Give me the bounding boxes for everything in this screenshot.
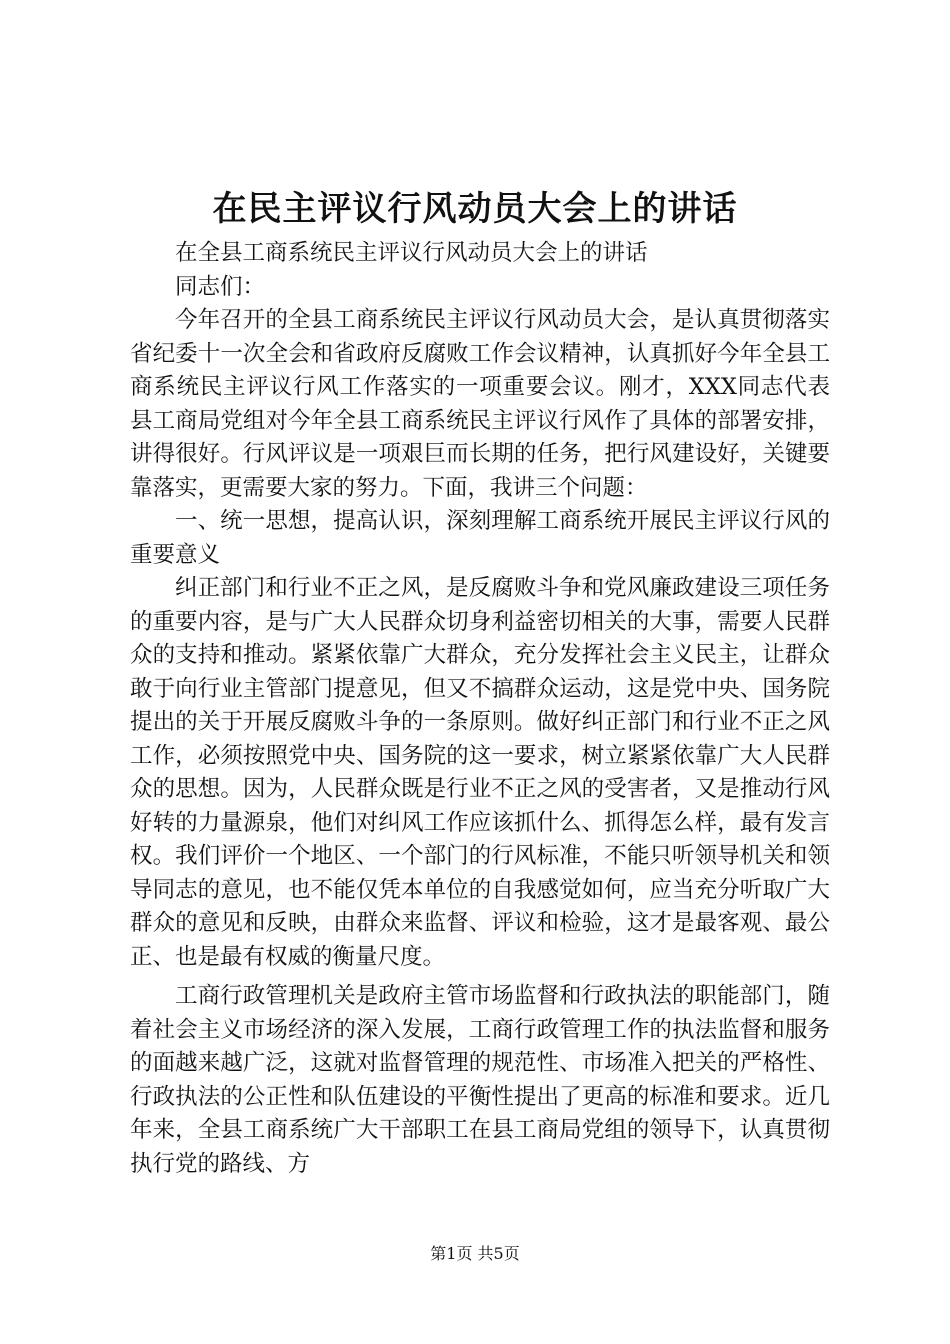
body-paragraph: 纠正部门和行业不正之风，是反腐败斗争和党风廉政建设三项任务的重要内容，是与广大人民群众切身利益密切相关的大事，需要人民群众的支持和推动。紧紧依靠广大群众，充分发挥社会主义民主，让群众敢于向行业主管部门提意见，但又不搞群众运动，这是党中央、国务院提出的关于开展反腐败斗争的一条原则。做好纠正部门和行业不正之风工作，必须按照党中央、国务院的这一要求，树立紧紧依靠广大人民群众的思想。因为，人民群众既是行业不正之风的受害者，又是推动行风好转的力量源泉，他们对纠风工作应该抓什么、抓得怎么样，最有发言权。我们评价一个地区、一个部门的行风标准，不能只听领导机关和领导同志的意见，也不能仅凭本单位的自我感觉如何，应当充分听取广大群众的意见和反映，由群众来监督、评议和检验，这才是最客观、最公正、也是最有权威的衡量尺度。 [130,575,830,970]
document-title: 在民主评议行风动员大会上的讲话 [212,189,738,229]
page-number-footer: 第1页 共5页 [430,1244,520,1263]
intro-paragraph: 今年召开的全县工商系统民主评议行风动员大会，是认真贯彻落实省纪委十一次全会和省政府反腐败工作会议精神，认真抓好今年全县工商系统民主评议行风工作落实的一项重要会议。刚才，XXX同志代表县工商局党组对今年全县工商系统民主评议行风作了具体的部署安排，讲得很好。行风评议是一项艰巨而长期的任务，把行风建设好，关键要靠落实，更需要大家的努力。下面，我讲三个问题： [130,307,830,501]
body-paragraph: 工商行政管理机关是政府主管市场监督和行政执法的职能部门，随着社会主义市场经济的深入发展，工商行政管理工作的执法监督和服务的面越来越广泛，这就对监督管理的规范性、市场准入把关的严格性、行政执法的公正性和队伍建设的平衡性提出了更高的标准和要求。近几年来，全县工商系统广大干部职工在县工商局党组的领导下，认真贯彻执行党的路线、方 [130,983,830,1177]
salutation-paragraph: 同志们： [175,273,266,300]
subtitle-paragraph: 在全县工商系统民主评议行风动员大会上的讲话 [175,240,648,266]
section-heading: 一、统一思想，提高认识，深刻理解工商系统开展民主评议行风的重要意义 [130,508,830,568]
document-body [130,237,830,1181]
